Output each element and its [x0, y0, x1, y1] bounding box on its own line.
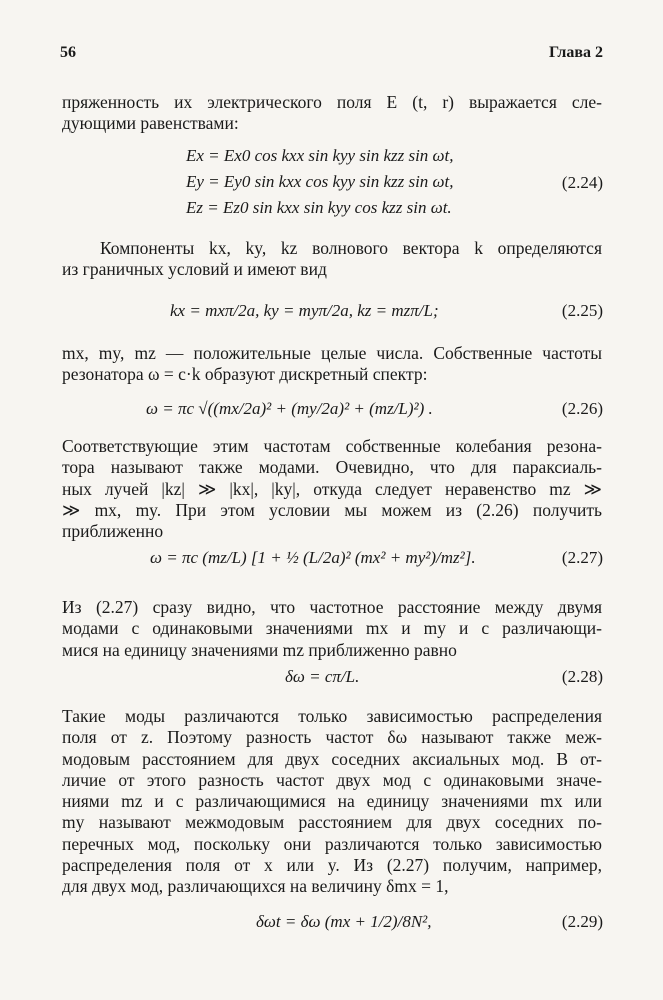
paragraph-5 [62, 597, 602, 661]
chapter-title: Глава 2 [549, 44, 603, 61]
equation-2-29 [256, 905, 603, 945]
text-line: Компоненты kx, ky, kz волнового вектора k определяются [100, 238, 602, 258]
equation-number: (2.24) [561, 173, 603, 192]
equation-2-26 [146, 392, 603, 432]
text-line: my называют межмодовым расстоянием для двух соседних по- [62, 812, 602, 833]
text-line: личие от этого разность частот двух мод с одинаковыми значе- [62, 769, 602, 790]
equation-body: δωt = δω (mx + 1/2)/8N², [256, 912, 432, 931]
text-line: ных лучей |kz| ≫ |kx|, |ky|, откуда следует неравенство mz ≫ [62, 478, 602, 499]
equation-body: δω = cπ/L. [285, 667, 360, 686]
text-line: пряженность их электрического поля E (t, r) выражается сле- [62, 92, 602, 112]
equation-body: ω = πc (mz/L) [1 + ½ (L/2a)² (mx² + my²)/mz²]. [150, 548, 476, 567]
paragraph-4 [62, 436, 602, 542]
equation-number: (2.26) [561, 399, 603, 418]
text-line: из граничных условий и имеют вид [62, 259, 327, 280]
text-line: мися на единицу значениями mz приближенно равно [62, 639, 457, 660]
equation-2-27 [150, 538, 603, 584]
text-line: тора называют также модами. Очевидно, что для параксиаль- [62, 457, 602, 478]
text-line: Такие моды различаются только зависимостью распределения [62, 706, 602, 726]
equation-number: (2.25) [561, 301, 603, 320]
paragraph-2 [62, 238, 602, 281]
equation-2-28 [285, 662, 603, 696]
equation-2-24 [186, 143, 603, 223]
equation-line: Ey = Ey0 sin kxx cos kyy sin kzz sin ωt, [186, 172, 454, 191]
equation-number: (2.27) [561, 548, 603, 567]
text-line: перечных мод, поскольку они различаются только зависимостью [62, 833, 602, 854]
text-line: Из (2.27) сразу видно, что частотное расстояние между двумя [62, 597, 602, 617]
paragraph-6 [62, 706, 602, 898]
equation-body: ω = πc √((mx/2a)² + (my/2a)² + (mz/L)²) . [146, 399, 433, 418]
paragraph-1 [62, 92, 602, 135]
text-line: mx, my, mz — положительные целые числа. Собственные частоты [62, 343, 602, 363]
equation-number: (2.29) [561, 912, 603, 931]
equation-number: (2.28) [561, 667, 603, 686]
equation-body: kx = mxπ/2a, ky = myπ/2a, kz = mzπ/L; [170, 301, 439, 320]
text-line: резонатора ω = c·k образуют дискретный спектр: [62, 364, 428, 385]
text-line: поля от z. Поэтому разность частот δω называют также меж- [62, 727, 602, 748]
text-line: ≫ mx, my. При этом условии мы можем из (2.26) получить [62, 499, 602, 520]
text-line: приближенно [62, 521, 164, 542]
paragraph-3 [62, 343, 602, 386]
text-line: модами с одинаковыми значениями mx и my и с различающи- [62, 618, 602, 639]
text-line: ниями mz и с различающимися на единицу значениями mx или [62, 791, 602, 812]
equation-line: Ez = Ez0 sin kxx sin kyy cos kzz sin ωt. [186, 198, 452, 217]
text-line: распределения поля от x или y. Из (2.27) получим, например, [62, 855, 602, 876]
text-line: дующими равенствами: [62, 113, 239, 134]
text-line: для двух мод, различающихся на величину δmx = 1, [62, 876, 449, 897]
equation-line: Ex = Ex0 cos kxx sin kyy sin kzz sin ωt, [186, 146, 454, 165]
page-number: 56 [60, 44, 76, 61]
text-line: модовым расстоянием для двух соседних аксиальных мод. В от- [62, 748, 602, 769]
equation-2-25 [170, 296, 603, 330]
text-line: Соответствующие этим частотам собственные колебания резона- [62, 436, 602, 456]
